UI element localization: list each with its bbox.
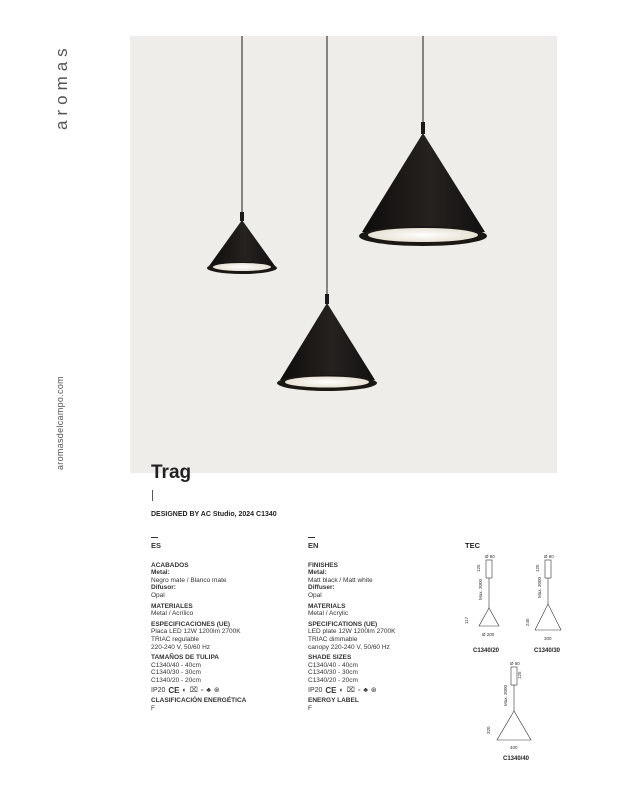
title-divider — [152, 490, 153, 501]
drawing-c1340-20 — [464, 554, 499, 637]
shade-diameter: Ø 200 — [482, 632, 495, 637]
designed-by: DESIGNED BY AC Studio, 2024 C1340 — [151, 511, 277, 518]
size-item: C1340/20 - 20cm — [308, 676, 358, 684]
recycle-icon: ⊛ — [370, 686, 377, 694]
certification-icons — [308, 687, 438, 695]
drawing-name: C1340/40 — [503, 756, 530, 762]
lamp-icon: ♣ — [363, 686, 368, 694]
ip-rating: IP20 — [308, 686, 323, 694]
materials-title: MATERIALS — [308, 602, 346, 610]
diffuser-label: Difusor: — [151, 584, 176, 592]
class-icon: ▫ — [200, 686, 204, 694]
metal-value: Negro mate / Blanco mate — [151, 576, 227, 584]
canopy-height: 125 — [535, 564, 540, 572]
drawing-c1340-40 — [486, 661, 531, 750]
size-item: C1340/30 - 30cm — [308, 669, 358, 677]
specs-line: TRIAC dimmable — [308, 635, 358, 643]
canopy-dim: Ø 80 — [485, 554, 495, 559]
drawing-name: C1340/20 — [473, 648, 500, 654]
energy-title: CLASIFICACIÓN ENERGÉTICA — [151, 697, 247, 705]
canopy-height: 125 — [517, 671, 522, 679]
metal-label: Metal: — [308, 569, 327, 577]
max-length: Max. 3000 — [503, 684, 508, 706]
weee-bin-icon: ⌧ — [189, 686, 198, 694]
materials-value: Metal / Acrílico — [151, 610, 194, 618]
class-icon: ▫ — [357, 686, 361, 694]
product-photo — [130, 36, 557, 473]
max-length: Max. 3000 — [537, 576, 542, 598]
divider — [308, 537, 315, 538]
size-item: C1340/20 - 20cm — [151, 676, 201, 684]
metal-label: Metal: — [151, 569, 170, 577]
diffuser-value: Opal — [308, 591, 322, 599]
lang-label: EN — [308, 541, 319, 550]
finishes-title: FINISHES — [308, 561, 338, 569]
size-item: C1340/40 - 40cm — [308, 661, 358, 669]
sizes-title: TAMAÑOS DE TULIPA — [151, 654, 220, 662]
max-length: Max. 3000 — [478, 578, 483, 600]
shade-height: 117 — [464, 616, 469, 624]
canopy-dim: Ø 80 — [544, 554, 554, 559]
canopy-dim: Ø 80 — [510, 661, 520, 666]
canopy-height: 125 — [476, 564, 481, 572]
specs-line: LED plate 12W 1200lm 2700K — [308, 628, 396, 636]
specs-line: 220-240 V, 50/60 Hz — [151, 643, 211, 651]
spec-column-en — [308, 537, 438, 712]
lamp-icon: ♣ — [206, 686, 211, 694]
drawing-name: C1340/30 — [534, 648, 561, 654]
recycle-icon: ⊛ — [213, 686, 220, 694]
website-url: aromasdelcampo.com — [55, 376, 65, 470]
energy-title: ENERGY LABEL — [308, 697, 359, 705]
ce-mark-icon: CE — [325, 685, 337, 695]
size-item: C1340/40 - 40cm — [151, 661, 201, 669]
dimmable-icon: ◐ — [339, 686, 344, 694]
size-item: C1340/30 - 30cm — [151, 669, 201, 677]
spec-column-es — [151, 537, 281, 712]
energy-value: F — [308, 704, 312, 712]
weee-bin-icon: ⌧ — [346, 686, 355, 694]
specs-line: canopy 220-240 V, 50/60 Hz — [308, 643, 390, 651]
ce-mark-icon: CE — [168, 685, 180, 695]
product-title: Trag — [151, 462, 192, 483]
materials-value: Metal / Acrylic — [308, 610, 349, 618]
diffuser-label: Diffuser: — [308, 584, 335, 592]
materials-title: MATERIALES — [151, 602, 193, 610]
shade-height: 245 — [525, 618, 530, 626]
finishes-title: ACABADOS — [151, 561, 189, 569]
certification-icons — [151, 687, 281, 695]
specs-line: Placa LED 12W 1200lm 2700K — [151, 628, 241, 636]
specs-title: SPECIFICATIONS (UE) — [308, 620, 378, 628]
energy-value: F — [151, 704, 155, 712]
lang-label: ES — [151, 541, 162, 550]
metal-value: Matt black / Matt white — [308, 576, 373, 584]
tec-label: TEC — [465, 541, 480, 550]
shade-height: 320 — [486, 726, 491, 734]
shade-diameter: 300 — [544, 636, 552, 641]
ip-rating: IP20 — [151, 686, 166, 694]
shade-diameter: 400 — [510, 745, 518, 750]
sizes-title: SHADE SIZES — [308, 654, 352, 662]
diffuser-value: Opal — [151, 591, 165, 599]
specs-line: TRIAC regulable — [151, 635, 200, 643]
dimmable-icon: ◐ — [182, 686, 187, 694]
brand-logo: aromas — [52, 43, 71, 130]
technical-drawings — [455, 548, 575, 768]
specs-title: ESPECIFICACIONES (UE) — [151, 620, 231, 628]
divider — [151, 537, 158, 538]
drawing-c1340-30 — [525, 554, 561, 641]
